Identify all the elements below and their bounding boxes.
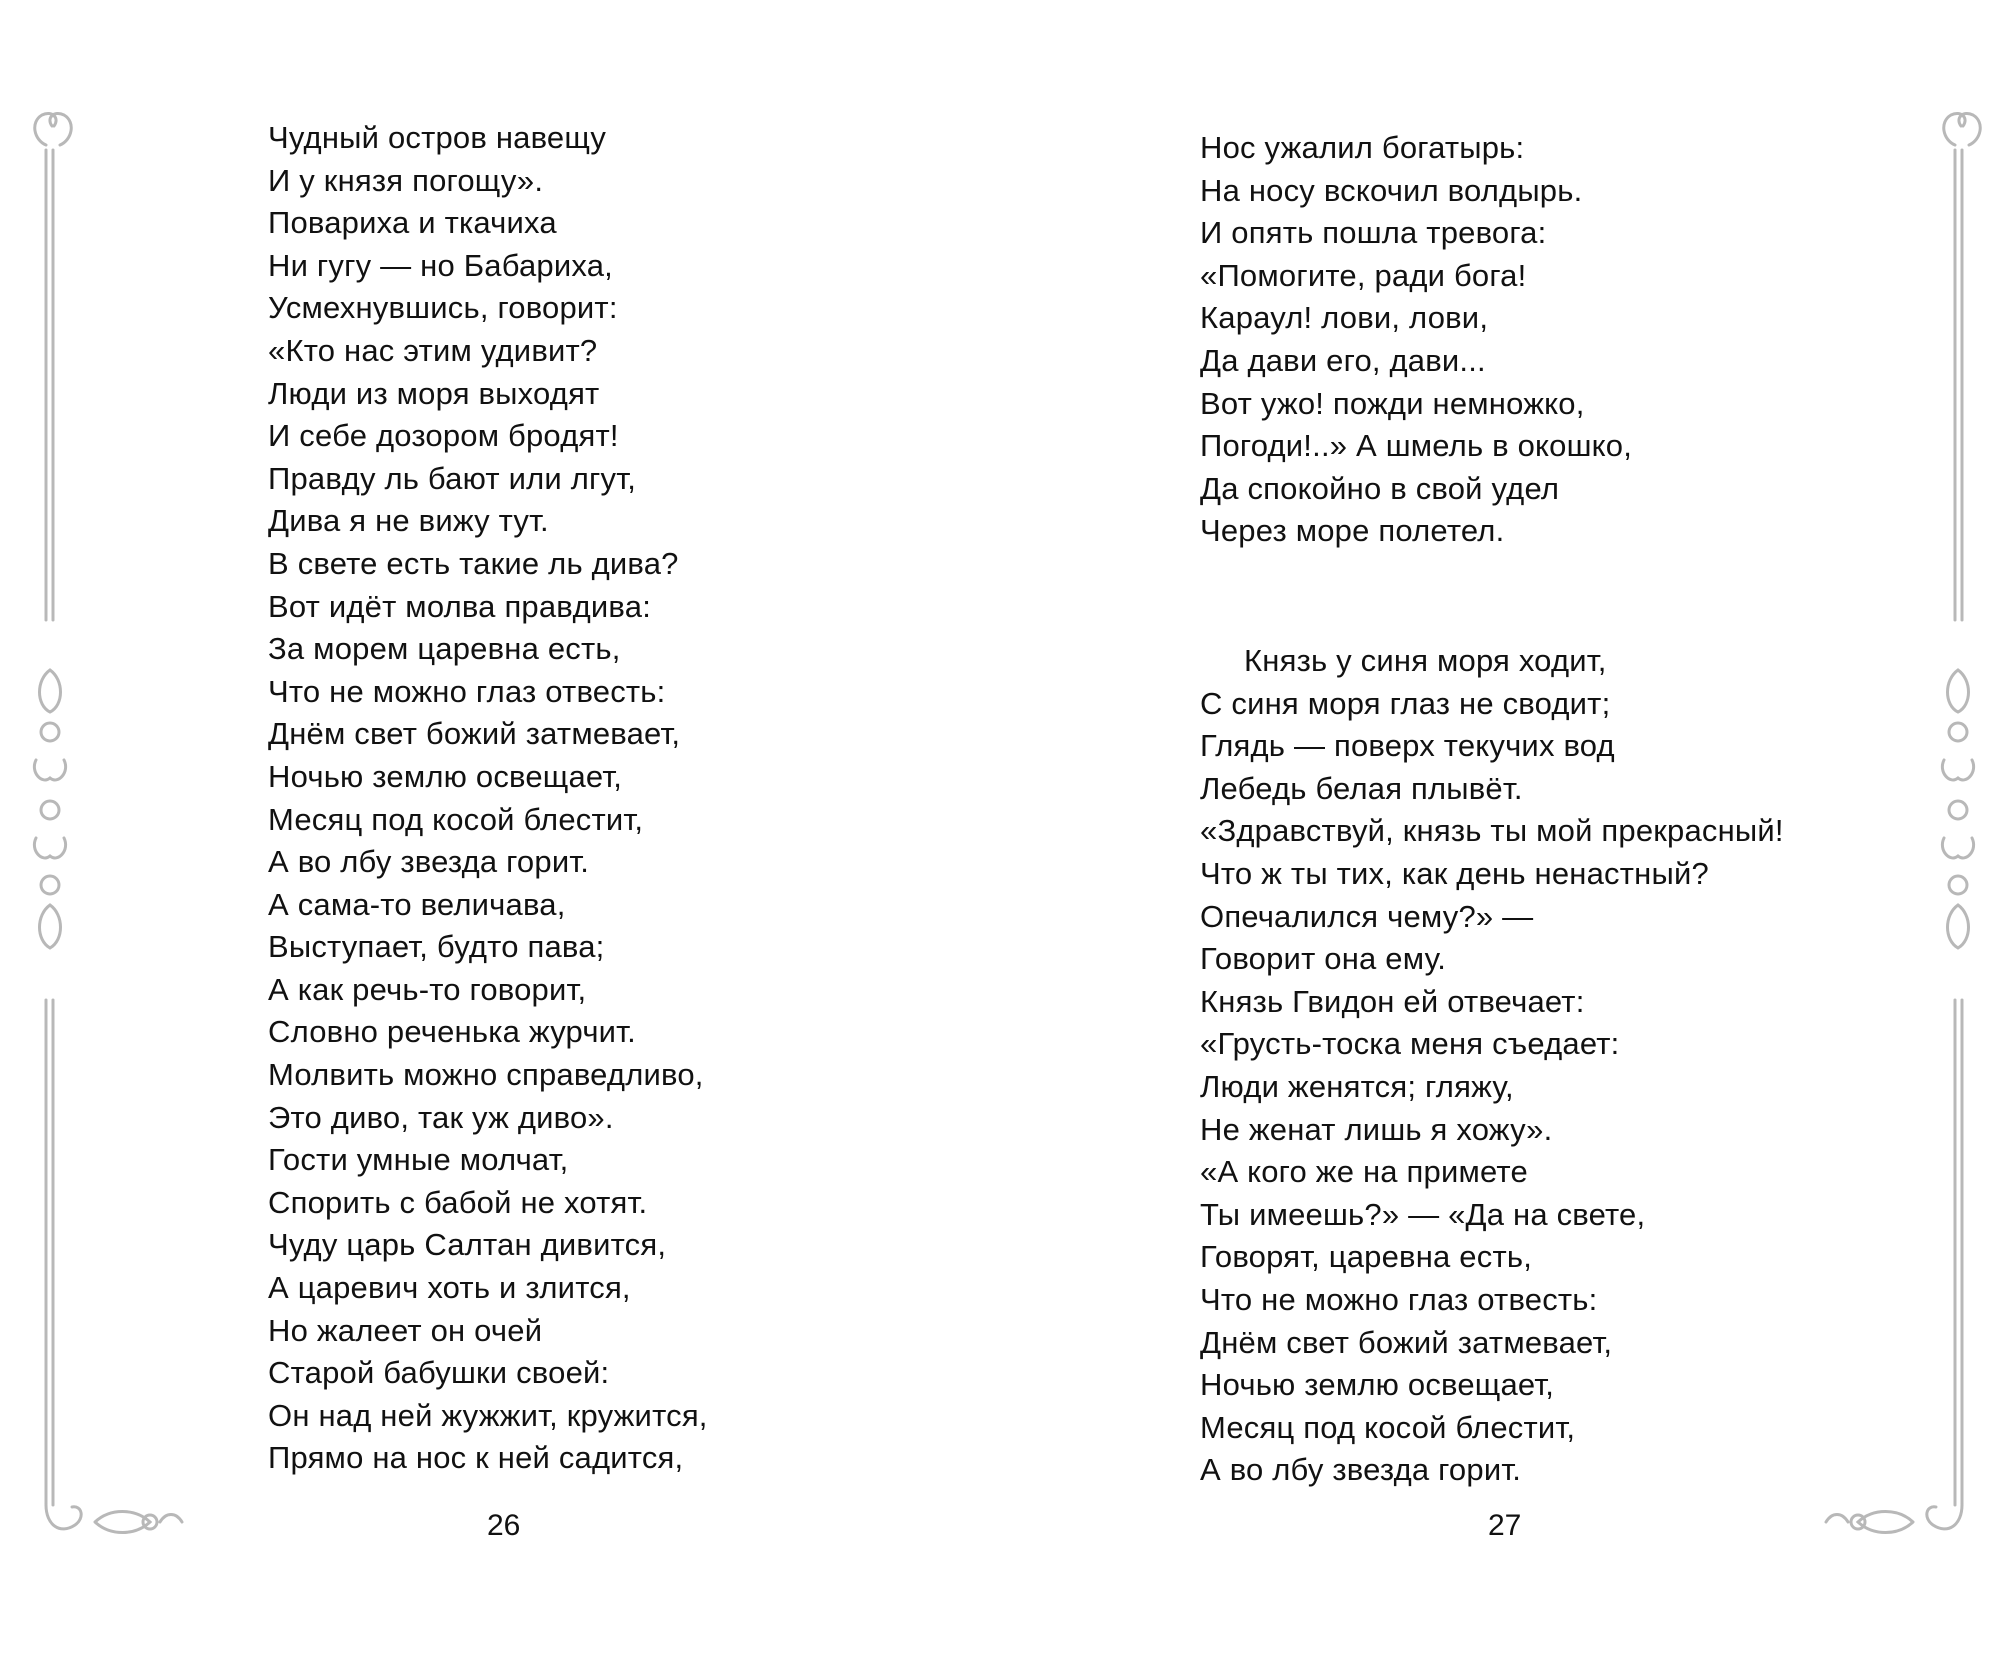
verse-line: Да спокойно в свой удел	[1200, 470, 1560, 506]
verse-line: И себе дозором бродят!	[268, 418, 619, 454]
verse-line: Не женат лишь я хожу».	[1200, 1111, 1553, 1147]
verse-line: Словно реченька журчит.	[268, 1014, 636, 1050]
verse-line: Днём свет божий затмевает,	[1200, 1324, 1613, 1360]
verse-line: Лебедь белая плывёт.	[1200, 770, 1523, 806]
verse-line: А во лбу звезда горит.	[1200, 1452, 1522, 1488]
verse-line: Через море полетел.	[1200, 513, 1505, 549]
verse-line: «Кто нас этим удивит?	[268, 332, 598, 368]
verse-line: Он над ней жужжит, кружится,	[268, 1397, 708, 1433]
right-verse-stanza-2	[1200, 640, 1784, 1492]
verse-line: Вот ужо! пожди немножко,	[1200, 385, 1585, 421]
verse-line: Люди женятся; гляжу,	[1200, 1068, 1514, 1104]
verse-line: Ты имеешь?» — «Да на свете,	[1200, 1196, 1646, 1232]
verse-line: А как речь-то говорит,	[268, 971, 587, 1007]
verse-line: Говорят, царевна есть,	[1200, 1239, 1533, 1275]
verse-line: Старой бабушки своей:	[268, 1355, 610, 1391]
verse-line: «Помогите, ради бога!	[1200, 257, 1527, 293]
verse-line: С синя моря глаз не сводит;	[1200, 685, 1611, 721]
verse-line: Князь у синя моря ходит,	[1244, 643, 1607, 678]
verse-line: Опечалился чему?» —	[1200, 898, 1534, 934]
verse-line: Глядь — поверх текучих вод	[1200, 728, 1615, 764]
page-number: 26	[487, 1509, 521, 1542]
verse-line: Спорить с бабой не хотят.	[268, 1184, 648, 1220]
verse-line: Месяц под косой блестит,	[1200, 1409, 1576, 1445]
verse-line: А сама-то величава,	[268, 886, 566, 922]
verse-line: Выступает, будто пава;	[268, 929, 605, 965]
verse-line: «Здравствуй, князь ты мой прекрасный!	[1200, 813, 1784, 849]
verse-line: Гости умные молчат,	[268, 1142, 569, 1178]
verse-line: Да дави его, дави...	[1200, 342, 1486, 378]
verse-line: Чудный остров навещу	[268, 120, 607, 155]
verse-line: Вот идёт молва правдива:	[268, 588, 652, 624]
verse-line: Что не можно глаз отвесть:	[268, 673, 666, 709]
verse-line: Погоди!..» А шмель в окошко,	[1200, 428, 1633, 464]
verse-line: Караул! лови, лови,	[1200, 300, 1489, 336]
verse-line: А царевич хоть и злится,	[268, 1270, 631, 1306]
verse-line: Прямо на нос к ней садится,	[268, 1440, 684, 1476]
verse-line: Ночью землю освещает,	[268, 758, 623, 794]
verse-line: Месяц под косой блестит,	[268, 801, 644, 837]
verse-line: Молвить можно справедливо,	[268, 1057, 704, 1093]
verse-line: И у князя погощу».	[268, 162, 544, 198]
verse-line: Но жалеет он очей	[268, 1312, 543, 1348]
verse-line: Это диво, так уж диво».	[268, 1099, 614, 1135]
verse-line: Повариха и ткачиха	[268, 205, 557, 241]
verse-line: Ночью землю освещает,	[1200, 1367, 1555, 1403]
verse-line: Князь Гвидон ей отвечает:	[1200, 983, 1585, 1019]
right-verse-stanza-1	[1200, 127, 1632, 553]
verse-line: Нос ужалил богатырь:	[1200, 130, 1525, 165]
verse-line: Усмехнувшись, говорит:	[268, 290, 618, 326]
verse-line: А во лбу звезда горит.	[268, 844, 590, 880]
verse-line: И опять пошла тревога:	[1200, 215, 1547, 251]
verse-line: В свете есть такие ль дива?	[268, 545, 679, 581]
verse-line: За морем царевна есть,	[268, 631, 621, 667]
verse-line: Ни гугу — но Бабариха,	[268, 247, 613, 283]
verse-line: Люди из моря выходят	[268, 375, 600, 411]
verse-line: Что не можно глаз отвесть:	[1200, 1281, 1598, 1317]
page-number: 27	[1488, 1509, 1522, 1542]
left-verse	[268, 117, 708, 1480]
verse-line: Чуду царь Салтан дивится,	[268, 1227, 667, 1263]
verse-line: Днём свет божий затмевает,	[268, 716, 681, 752]
verse-line: Что ж ты тих, как день ненастный?	[1200, 855, 1709, 891]
verse-line: «А кого же на примете	[1200, 1154, 1528, 1190]
verse-line: На носу вскочил волдырь.	[1200, 172, 1583, 208]
verse-line: «Грусть-тоска меня съедает:	[1200, 1026, 1620, 1062]
verse-line: Правду ль бают или лгут,	[268, 460, 637, 496]
right-page	[1000, 0, 2000, 1655]
verse-line: Дива я не вижу тут.	[268, 503, 549, 539]
verse-line: Говорит она ему.	[1200, 941, 1447, 977]
